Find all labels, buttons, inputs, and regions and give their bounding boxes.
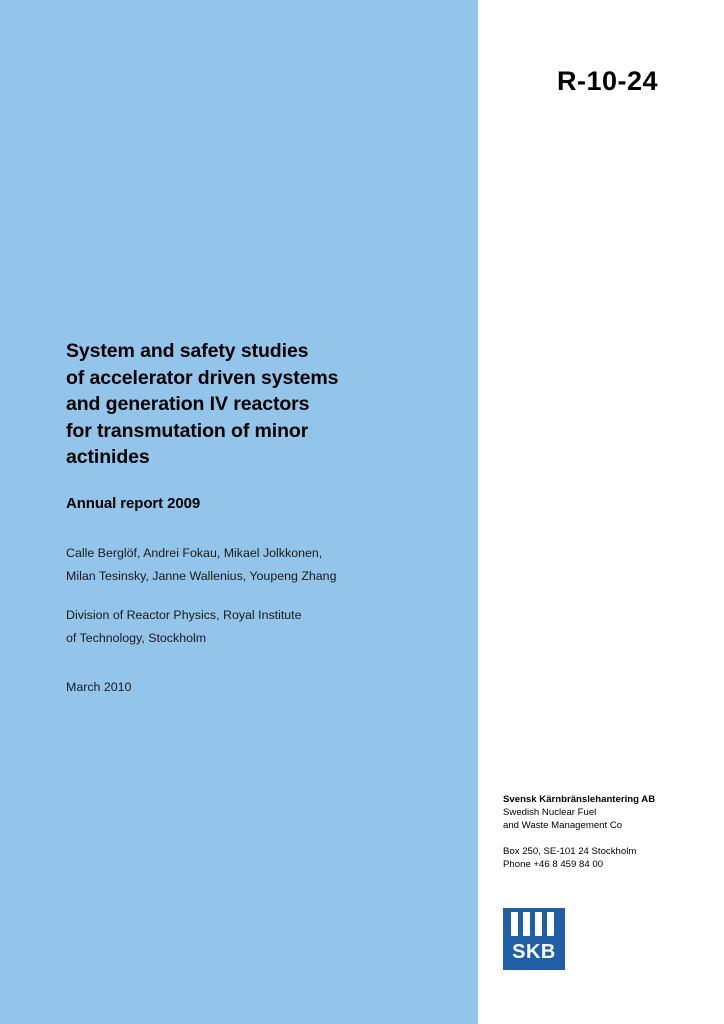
affiliation-line-1: Division of Reactor Physics, Royal Institute [66, 608, 302, 622]
skb-logo-stripes-icon [503, 908, 565, 938]
skb-logo [503, 908, 565, 970]
authors [66, 542, 446, 588]
title-line-5: actinides [66, 446, 150, 468]
title-line-2: of accelerator driven systems [66, 366, 339, 389]
title-block [66, 338, 426, 512]
publisher-address [503, 845, 703, 871]
publisher-organization: Svensk Kärnbränslehantering AB [503, 794, 656, 805]
title-line-4: for transmutation of minor [66, 419, 309, 442]
publisher-block [503, 793, 703, 871]
publication-date: March 2010 [66, 680, 132, 694]
title-line-1: System and safety studies [66, 340, 309, 362]
publisher-sub-line-1: Swedish Nuclear Fuel [503, 807, 597, 818]
report-subtitle: Annual report 2009 [66, 494, 201, 512]
page-title [66, 338, 426, 471]
report-number: R-10-24 [556, 66, 658, 96]
publisher-address-line-1: Box 250, SE-101 24 Stockholm [503, 846, 637, 857]
publisher-address-line-2: Phone +46 8 459 84 00 [503, 859, 604, 870]
affiliation-line-2: of Technology, Stockholm [66, 631, 207, 645]
authors-line-1: Calle Berglöf, Andrei Fokau, Mikael Jolkkonen, [66, 546, 323, 560]
affiliation [66, 604, 446, 650]
skb-logo-text: SKB [512, 941, 556, 963]
authors-line-2: Milan Tesinsky, Janne Wallenius, Youpeng Zhang [66, 569, 337, 583]
title-line-3: and generation IV reactors [66, 393, 310, 415]
publisher-sub-line-2: and Waste Management Co [503, 820, 623, 831]
publisher-organization-sub [503, 806, 703, 832]
